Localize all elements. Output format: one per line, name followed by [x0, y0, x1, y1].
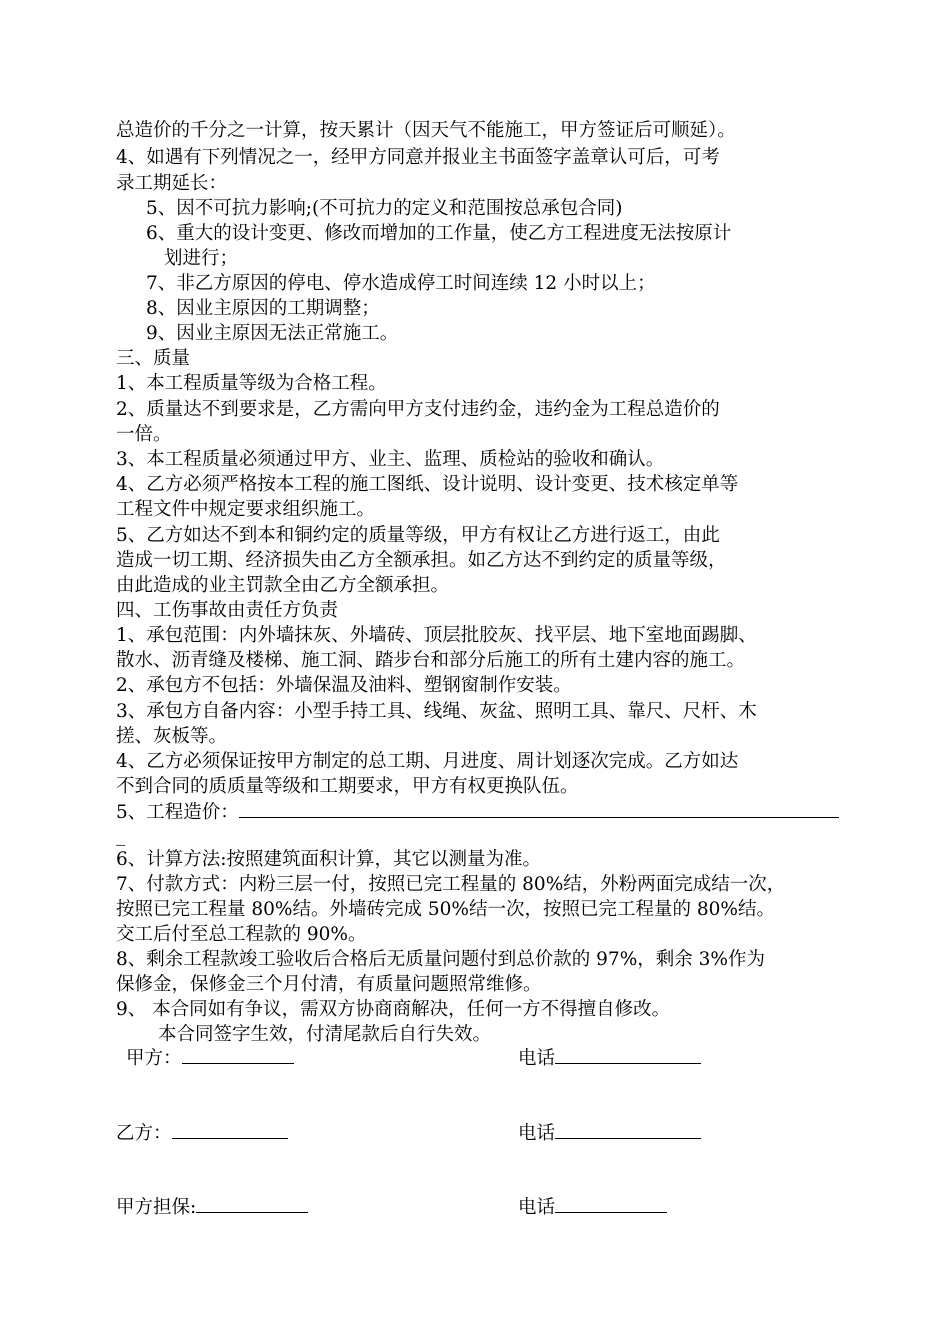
guarantor-phone-blank[interactable]	[555, 1194, 667, 1213]
guarantor-label: 甲方担保:	[116, 1197, 197, 1218]
text-line: 交工后付至总工程款的 90%。	[116, 924, 367, 945]
party-a-blank[interactable]	[182, 1045, 294, 1064]
signature-party-b	[116, 1120, 288, 1147]
signature-guarantor	[116, 1194, 308, 1221]
section-heading: 四、工伤事故由责任方负责	[116, 600, 339, 621]
text-line: 造成一切工期、经济损失由乙方全额承担。如乙方达不到约定的质量等级，	[116, 550, 727, 571]
signature-party-b-phone	[518, 1120, 701, 1147]
cost-line	[116, 799, 839, 826]
text-line: 5、因不可抗力影响;(不可抗力的定义和范围按总承包合同)	[146, 198, 623, 219]
text-line: 7、非乙方原因的停电、停水造成停工时间连续 12 小时以上；	[146, 273, 656, 294]
text-line: 搓、灰板等。	[116, 726, 228, 747]
party-b-blank[interactable]	[172, 1120, 288, 1139]
text-line: 6、重大的设计变更、修改而增加的工作量，使乙方工程进度无法按原计	[146, 223, 732, 244]
signature-guarantor-phone	[518, 1194, 667, 1221]
cost-label: 5、工程造价：	[116, 802, 239, 823]
text-line: _	[116, 825, 126, 846]
text-line: 9、 本合同如有争议，需双方协商商解决，任何一方不得擅自修改。	[116, 999, 671, 1020]
party-a-phone-label: 电话	[518, 1048, 556, 1069]
signature-party-a	[126, 1045, 294, 1072]
text-line: 不到合同的质质量等级和工期要求，甲方有权更换队伍。	[116, 776, 579, 797]
party-b-label: 乙方：	[116, 1123, 172, 1144]
text-line: 本合同签字生效，付清尾款后自行失效。	[158, 1024, 492, 1045]
text-line: 3、本工程质量必须通过甲方、业主、监理、质检站的验收和确认。	[116, 449, 665, 470]
party-a-phone-blank[interactable]	[555, 1045, 701, 1064]
text-line: 1、承包范围：内外墙抹灰、外墙砖、顶层批胶灰、找平层、地下室地面踢脚、	[116, 625, 757, 646]
text-line: 3、承包方自备内容：小型手持工具、线绳、灰盆、照明工具、靠尺、尺杆、木	[116, 701, 757, 722]
text-line: 散水、沥青缝及楼梯、施工洞、踏步台和部分后施工的所有土建内容的施工。	[116, 650, 746, 671]
text-line: 4、如遇有下列情况之一，经甲方同意并报业主书面签字盖章认可后，可考	[116, 147, 720, 168]
text-line: 9、因业主原因无法正常施工。	[146, 323, 399, 344]
text-line: 6、计算方法:按照建筑面积计算，其它以测量为准。	[116, 849, 542, 870]
text-line: 2、承包方不包括：外墙保温及油料、塑钢窗制作安装。	[116, 675, 572, 696]
text-line: 8、剩余工程款竣工验收后合格后无质量问题付到总价款的 97%，剩余 3%作为	[116, 949, 766, 970]
text-line: 5、乙方如达不到本和铜约定的质量等级，甲方有权让乙方进行返工，由此	[116, 525, 720, 546]
signature-party-a-phone	[518, 1045, 701, 1072]
text-line: 1、本工程质量等级为合格工程。	[116, 373, 387, 394]
text-line: 录工期延长：	[116, 173, 228, 194]
cost-blank	[239, 799, 839, 818]
text-line: 7、付款方式：内粉三层一付，按照已完工程量的 80%结，外粉两面完成结一次，	[116, 874, 786, 895]
text-line: 按照已完工程量 80%结。外墙砖完成 50%结一次，按照已完工程量的 80%结。	[116, 899, 776, 920]
text-line: 4、乙方必须严格按本工程的施工图纸、设计说明、设计变更、技术核定单等	[116, 474, 739, 495]
text-line: 工程文件中规定要求组织施工。	[116, 499, 376, 520]
section-heading: 三、质量	[116, 348, 191, 369]
party-b-phone-label: 电话	[518, 1123, 556, 1144]
party-b-phone-blank[interactable]	[555, 1120, 701, 1139]
text-line: 保修金，保修金三个月付清，有质量问题照常维修。	[116, 974, 542, 995]
text-line: 2、质量达不到要求是，乙方需向甲方支付违约金，违约金为工程总造价的	[116, 399, 720, 420]
text-line: 由此造成的业主罚款全由乙方全额承担。	[116, 575, 450, 596]
guarantor-phone-label: 电话	[518, 1197, 556, 1218]
party-a-label: 甲方：	[126, 1048, 182, 1069]
text-line: 一倍。	[116, 424, 172, 445]
text-line: 8、因业主原因的工期调整；	[146, 298, 380, 319]
guarantor-blank[interactable]	[196, 1194, 308, 1213]
text-line: 划进行；	[164, 248, 239, 269]
text-line: 总造价的千分之一计算，按天累计（因天气不能施工，甲方签证后可顺延）。	[116, 120, 736, 141]
text-line: 4、乙方必须保证按甲方制定的总工期、月进度、周计划逐次完成。乙方如达	[116, 751, 739, 772]
